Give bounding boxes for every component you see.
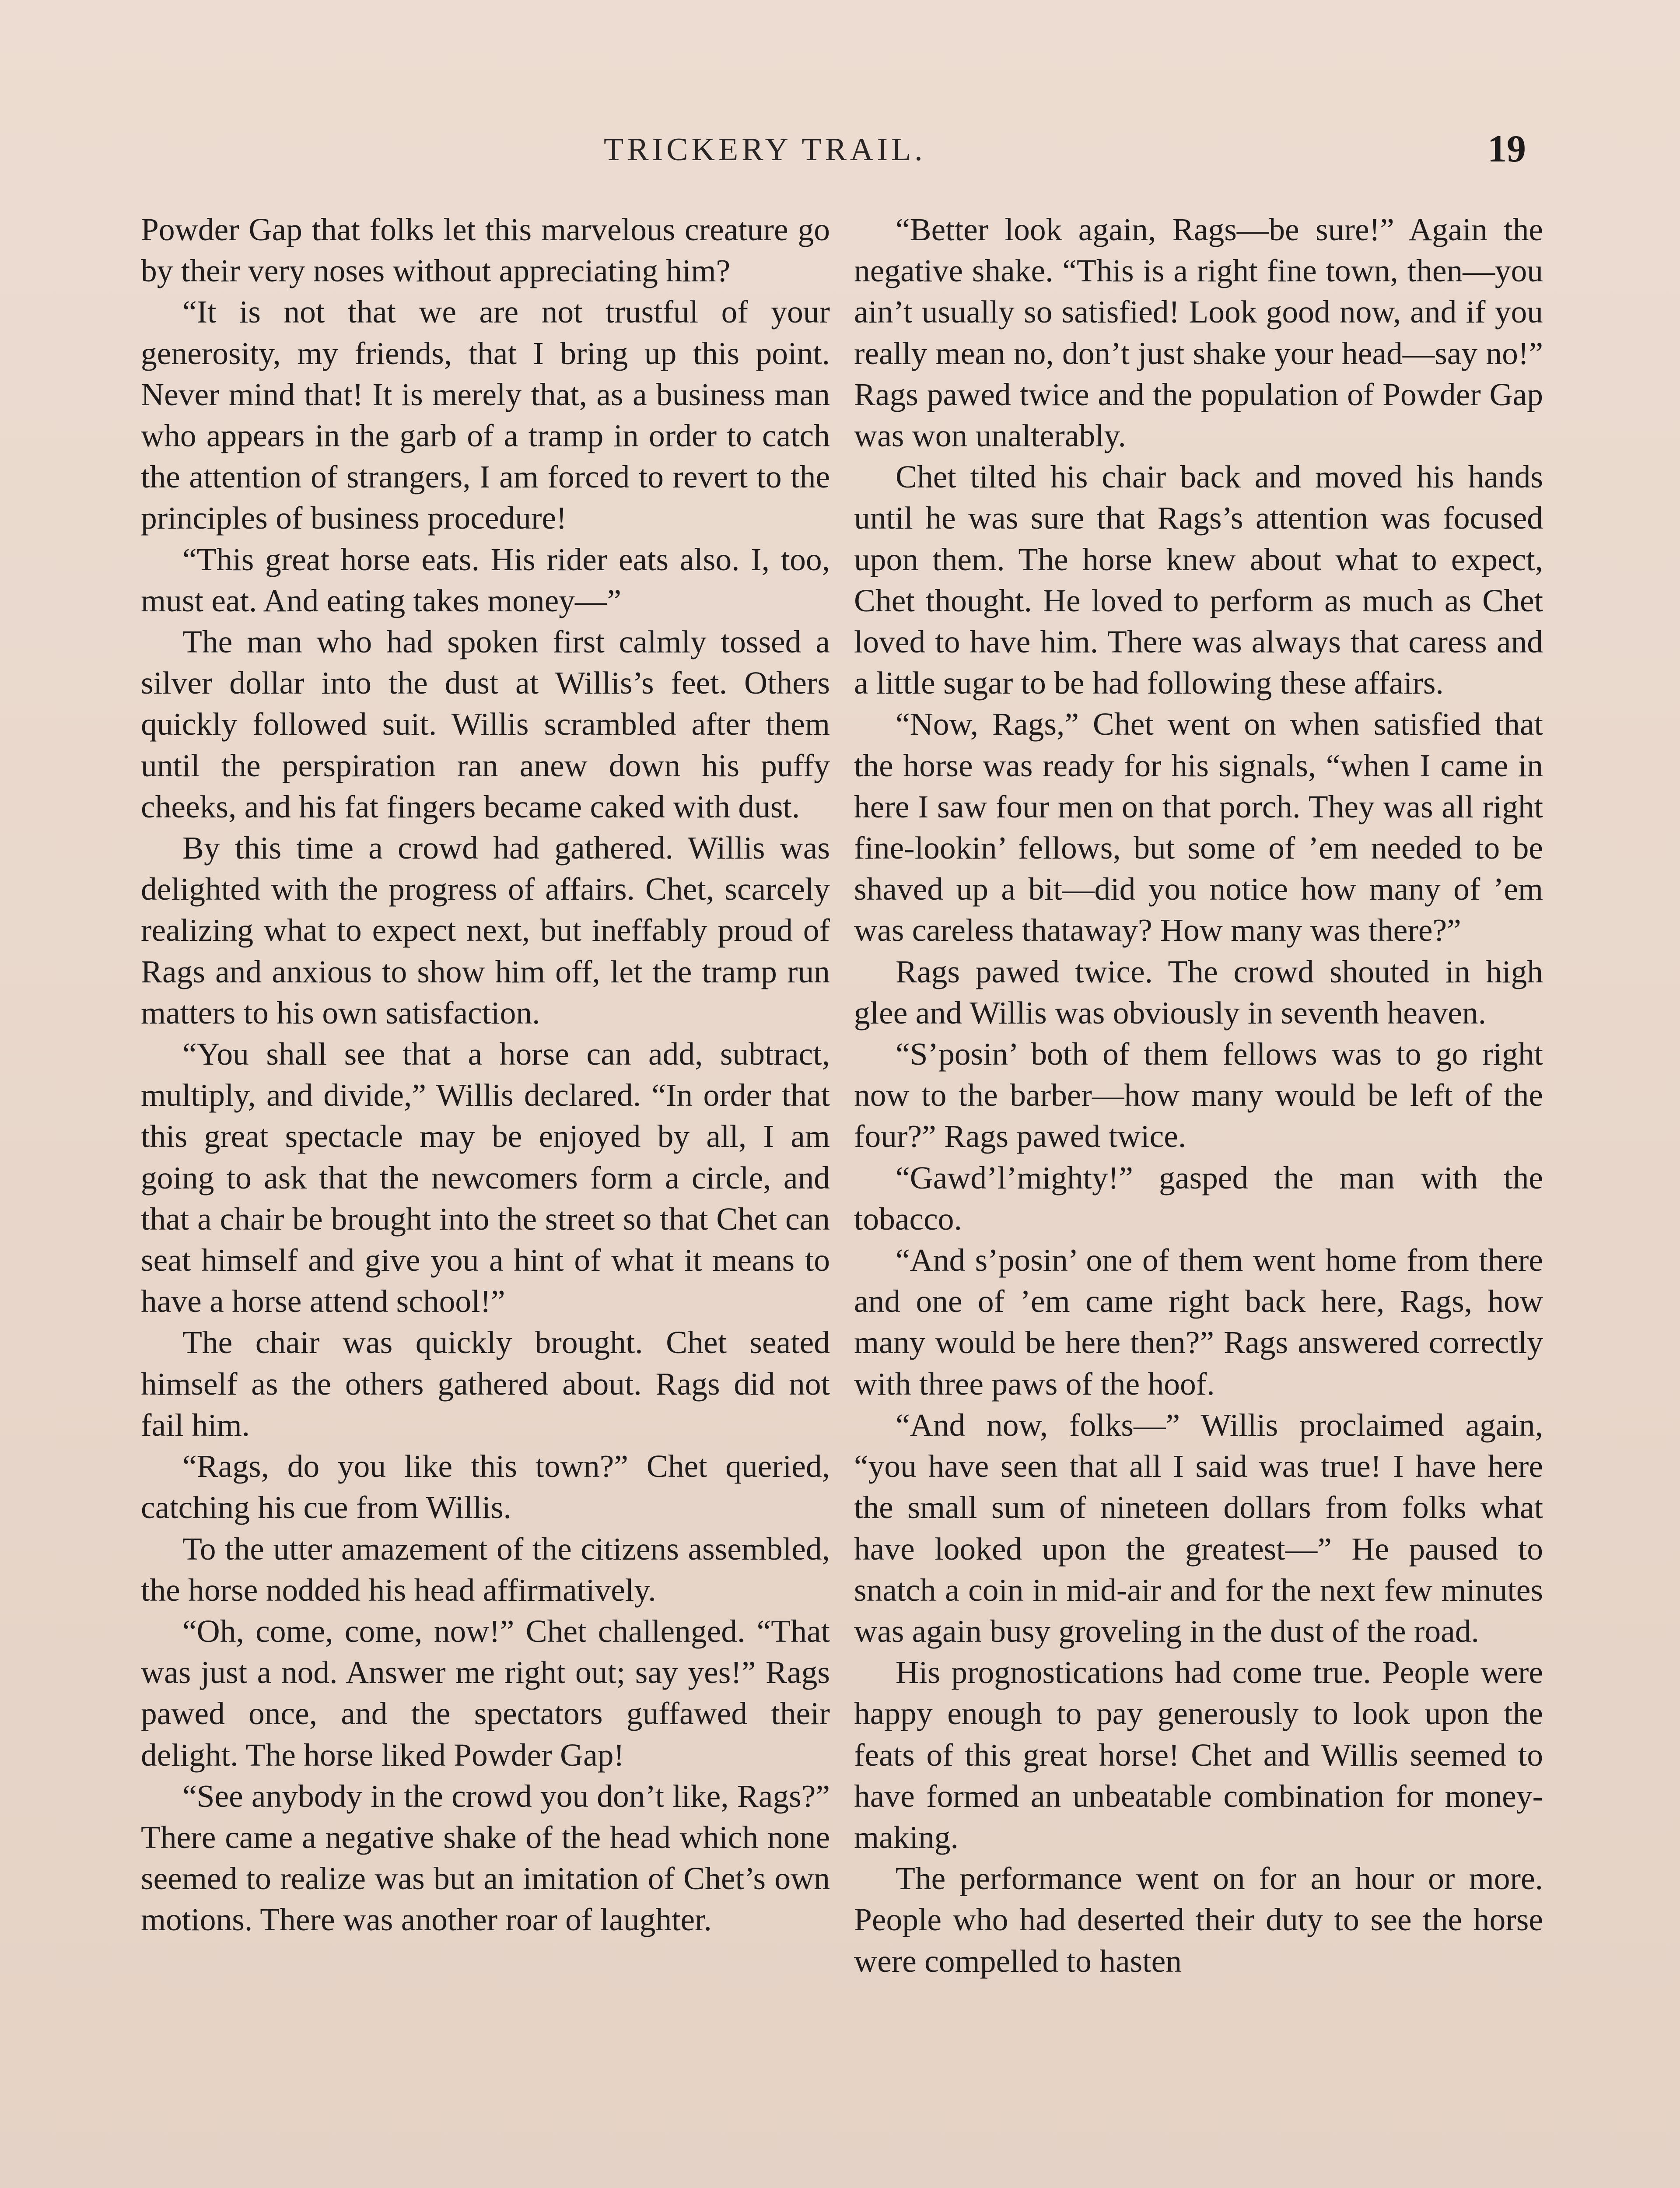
paragraph: Powder Gap that folks let this marvelous creature go by their very noses without appreciating him? — [141, 212, 830, 289]
paragraph: The chair was quickly brought. Chet seated himself as the others gathered about. Rags did not fail him. — [141, 1325, 830, 1443]
paragraph: Chet tilted his chair back and moved his hands until he was sure that Rags’s attention was focused upon them. The horse knew about what to expect, Chet thought. He loved to perform as much as Chet loved to have him. There was always that caress and a little sugar to be had following these affairs. — [854, 459, 1543, 701]
paragraph: Rags pawed twice. The crowd shouted in high glee and Willis was obviously in seventh heaven. — [854, 954, 1543, 1031]
paragraph: “And now, folks—” Willis proclaimed again, “you have seen that all I said was true! I have here the small sum of nineteen dollars from folks what have looked upon the greatest—” He paused to snatch a coin in mid-air and for the next few minutes was again busy groveling in the dust of the road. — [854, 1407, 1543, 1649]
paragraph: By this time a crowd had gathered. Willis was delighted with the progress of affairs. Chet, scarcely realizing what to expect next, but ineffably proud of Rags and anxious to show him off, let the tramp run matters to his own satisfaction. — [141, 830, 830, 1031]
paragraph: “Better look again, Rags—be sure!” Again the negative shake. “This is a right fine town, then—you ain’t usually so satisfied! Look good now, and if you really mean no, don’t just shake your head—say no!” Rags pawed twice and the population of Powder Gap was won unalterably. — [854, 212, 1543, 454]
running-title: TRICKERY TRAIL. — [604, 132, 926, 168]
paragraph: “See anybody in the crowd you don’t like, Rags?” There came a negative shake of the head which none seemed to realize was but an imitation of Chet’s own motions. There was another roar of laughter. — [141, 1778, 830, 1938]
paragraph: “Gawd’l’mighty!” gasped the man with the tobacco. — [854, 1160, 1543, 1237]
paragraph: “Now, Rags,” Chet went on when satisfied that the horse was ready for his signals, “when I came in here I saw four men on that porch. They was all right fine-lookin’ fellows, but some of ’em needed to be shaved up a bit—did you notice how many of ’em was careless thataway? How many was there?” — [854, 706, 1543, 948]
page-number: 19 — [1488, 128, 1526, 170]
paragraph: “Oh, come, come, now!” Chet challenged. “That was just a nod. Answer me right out; say yes!” Rags pawed once, and the spectators guffawed their delight. The horse liked Powder Gap! — [141, 1613, 830, 1773]
paragraph: To the utter amazement of the citizens assembled, the horse nodded his head affirmatively. — [141, 1531, 830, 1608]
paragraph: “This great horse eats. His rider eats also. I, too, must eat. And eating takes money—” — [141, 541, 830, 618]
paragraph: The man who had spoken first calmly tossed a silver dollar into the dust at Willis’s feet. Others quickly followed suit. Willis scrambled after them until the perspiration ran anew down his puffy cheeks, and his fat fingers became caked with dust. — [141, 624, 830, 824]
paragraph: “Rags, do you like this town?” Chet queried, catching his cue from Willis. — [141, 1448, 830, 1525]
paragraph: “S’posin’ both of them fellows was to go right now to the barber—how many would be left of the four?” Rags pawed twice. — [854, 1036, 1543, 1154]
paragraph: His prognostications had come true. People were happy enough to pay generously to look upon the feats of this great horse! Chet and Willis seemed to have formed an unbeatable combination for money-making. — [854, 1655, 1543, 1855]
paragraph: “And s’posin’ one of them went home from there and one of ’em came right back here, Rags, how many would be here then?” Rags answered correctly with three paws of the hoof. — [854, 1242, 1543, 1402]
paragraph: “It is not that we are not trustful of your generosity, my friends, that I bring up this point. Never mind that! It is merely that, as a business man who appears in the garb of a tramp in order to catch the attention of strangers, I am forced to revert to the principles of business procedure! — [141, 294, 830, 536]
paragraph: The performance went on for an hour or more. People who had deserted their duty to see the horse were compelled to hasten — [854, 1861, 1543, 1979]
right-text-column — [854, 209, 1543, 2188]
paragraph: “You shall see that a horse can add, subtract, multiply, and divide,” Willis declared. “In order that this great spectacle may be enjoyed by all, I am going to ask that the newcomers form a circle, and that a chair be brought into the street so that Chet can seat himself and give you a hint of what it means to have a horse attend school!” — [141, 1036, 830, 1319]
left-text-column — [141, 209, 830, 2188]
